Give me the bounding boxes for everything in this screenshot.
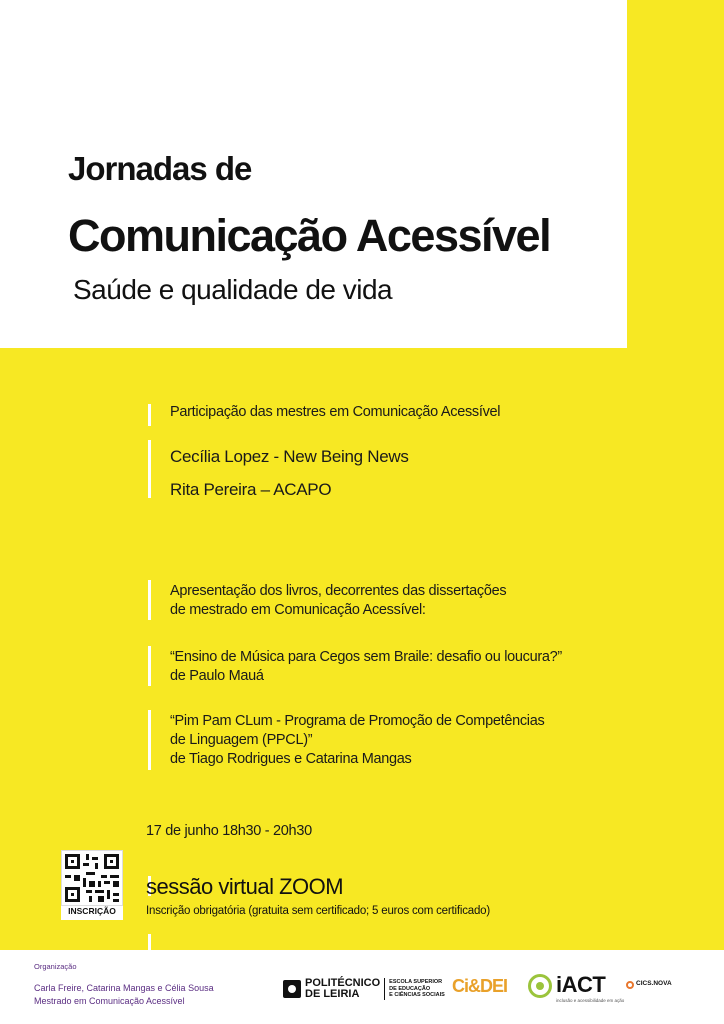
politecnico-leiria-logo	[283, 978, 445, 1000]
org-names-line: Carla Freire, Catarina Mangas e Célia Sousa	[34, 983, 214, 993]
book-1-title: “Ensino de Música para Cegos sem Braile: desafio ou loucura?”	[170, 649, 562, 665]
logo-divider	[384, 978, 385, 1000]
book-1-author: de Paulo Mauá	[170, 668, 264, 684]
cics-nova-logo: CICS.NOVA	[636, 980, 672, 987]
title-line-1: Jornadas de	[68, 150, 252, 187]
politecnico-sub-2: DE EDUCAÇÃO	[389, 985, 431, 992]
cics-nova-icon	[626, 981, 634, 989]
session-title: sessão virtual ZOOM	[146, 874, 344, 899]
qr-code-icon[interactable]	[61, 850, 123, 906]
speaker-1: Cecília Lopez - New Being News	[170, 447, 409, 466]
books-intro-line-2: de mestrado em Comunicação Acessível:	[170, 602, 426, 618]
divider-bar	[148, 710, 151, 770]
book-2-title-line-1: “Pim Pam CLum - Programa de Promoção de Competências	[170, 713, 545, 729]
divider-bar	[148, 934, 151, 950]
divider-bar	[148, 404, 151, 426]
iact-circle-icon	[528, 974, 552, 998]
org-names	[34, 982, 214, 1008]
program-line: Mestrado em Comunicação Acessível	[34, 996, 185, 1006]
participation-heading: Participação das mestres em Comunicação Acessível	[170, 404, 501, 420]
book-2-title-line-2: de Linguagem (PPCL)”	[170, 732, 313, 748]
speaker-2: Rita Pereira – ACAPO	[170, 480, 332, 499]
books-intro-line-1: Apresentação dos livros, decorrentes das dissertações	[170, 583, 507, 599]
politecnico-line-2: DE LEIRIA	[305, 988, 360, 1000]
divider-bar	[148, 646, 151, 686]
politecnico-sub-1: ESCOLA SUPERIOR	[389, 979, 443, 986]
event-datetime: 17 de junho 18h30 - 20h30	[146, 823, 312, 839]
qr-label: INSCRIÇÃO	[61, 906, 123, 920]
org-label: Organização	[34, 962, 77, 971]
politecnico-sub-3: E CIÊNCIAS SOCIAIS	[389, 992, 445, 999]
divider-bar	[148, 440, 151, 498]
divider-bar	[148, 580, 151, 620]
book-2-author: de Tiago Rodrigues e Catarina Mangas	[170, 751, 412, 767]
registration-note: Inscrição obrigatória (gratuita sem certificado; 5 euros com certificado)	[146, 905, 490, 917]
footer	[0, 950, 724, 1024]
iact-logo: iACT	[556, 972, 606, 997]
iact-tagline: inclusão e acessibilidade em ação	[556, 998, 625, 1003]
title-line-2: Comunicação Acessível	[68, 210, 551, 261]
politecnico-mark-icon	[283, 980, 301, 998]
politecnico-line-1: POLITÉCNICO	[305, 977, 381, 989]
cidei-logo: Ci&DEI	[452, 976, 508, 996]
subtitle: Saúde e qualidade de vida	[73, 274, 393, 305]
